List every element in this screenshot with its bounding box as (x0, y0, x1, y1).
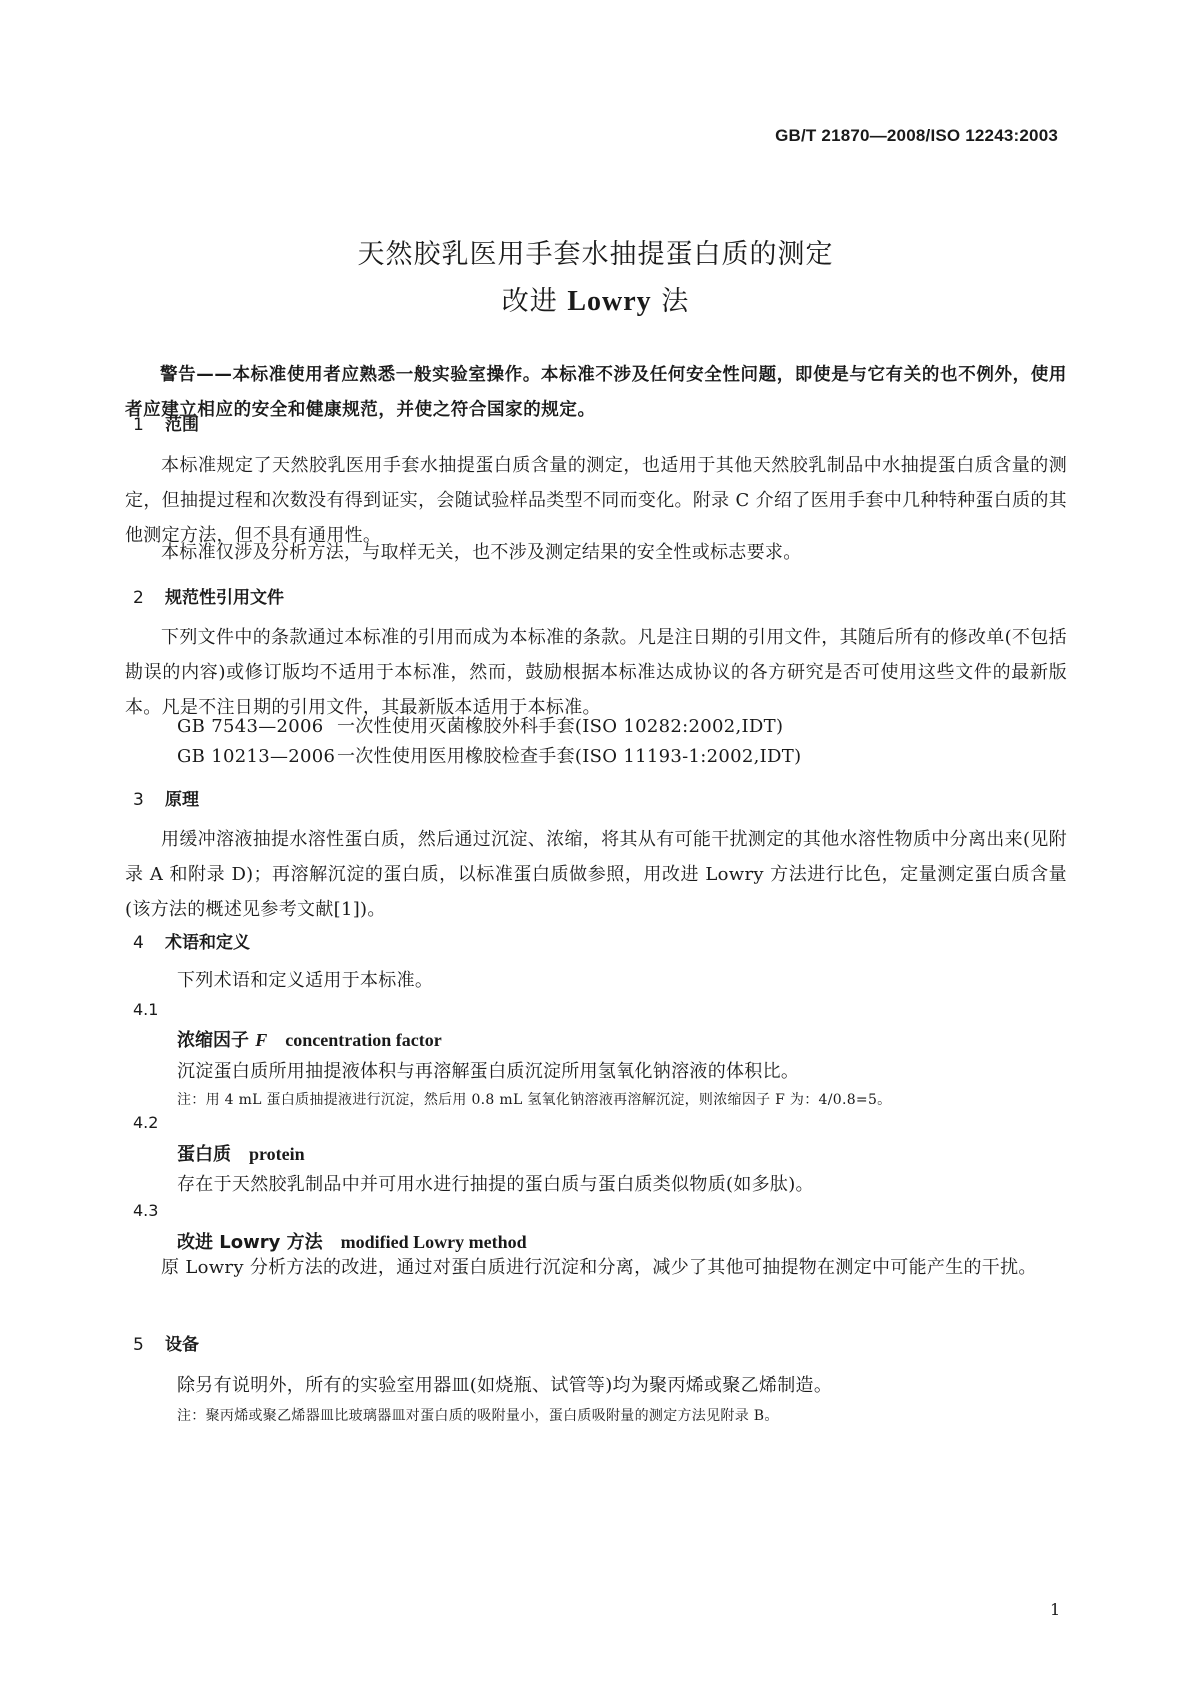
reference-title: 一次性使用灭菌橡胶外科手套(ISO 10282:2002,IDT) (337, 716, 784, 737)
section-4-intro: 下列术语和定义适用于本标准。 (177, 970, 434, 991)
term-symbol: F (255, 1030, 268, 1050)
warning-paragraph: 警告——本标准使用者应熟悉一般实验室操作。本标准不涉及任何安全性问题，即使是与它有关的也不例外，使用者应建立相应的安全和健康规范，并使之符合国家的规定。 (125, 365, 1067, 420)
term-number: 4.2 (133, 1113, 159, 1132)
term-number: 4.3 (133, 1201, 159, 1220)
reference-item (177, 712, 783, 738)
reference-code: GB 10213—2006 (177, 746, 336, 767)
document-subtitle (0, 279, 1191, 318)
term-en: protein (249, 1144, 305, 1164)
section-number: 5 (133, 1335, 144, 1355)
section-2-paragraph-1: 下列文件中的条款通过本标准的引用而成为本标准的条款。凡是注日期的引用文件，其随后所有的修改单(不包括勘误的内容)或修订版均不适用于本标准，然而，鼓励根据本标准达成协议的各方研究是否可使用这些文件的最新版本。凡是不注日期的引用文件，其最新版本适用于本标准。 (125, 627, 1067, 718)
term-heading (177, 1140, 305, 1166)
section-title: 范围 (165, 415, 199, 435)
term-cn: 改进 Lowry 方法 (177, 1232, 323, 1253)
section-title: 规范性引用文件 (165, 588, 284, 608)
section-5-paragraph-1: 除另有说明外，所有的实验室用器皿(如烧瓶、试管等)均为聚丙烯或聚乙烯制造。 (177, 1375, 833, 1396)
section-5-note: 注：聚丙烯或聚乙烯器皿比玻璃器皿对蛋白质的吸附量小，蛋白质吸附量的测定方法见附录 B。 (177, 1408, 779, 1424)
section-1-heading (133, 410, 199, 435)
section-title: 设备 (165, 1335, 199, 1355)
subtitle-latin: Lowry (567, 286, 652, 317)
term-heading (177, 1026, 442, 1052)
section-1-paragraph-1: 本标准规定了天然胶乳医用手套水抽提蛋白质含量的测定，也适用于其他天然胶乳制品中水抽提蛋白质含量的测定，但抽提过程和次数没有得到证实，会随试验样品类型不同而变化。附录 C 介绍了医用手套中几种特种蛋白质的其他测定方法，但不具有通用性。 (125, 455, 1067, 546)
page-number: 1 (1050, 1600, 1061, 1619)
subtitle-cn: 改进 (501, 286, 568, 317)
reference-code: GB 7543—2006 (177, 716, 324, 737)
term-definition: 沉淀蛋白质所用抽提液体积与再溶解蛋白质沉淀所用氢氧化钠溶液的体积比。 (177, 1061, 800, 1082)
section-4-heading (133, 928, 250, 953)
term-number: 4.1 (133, 1000, 159, 1019)
term-note: 注：用 4 mL 蛋白质抽提液进行沉淀，然后用 0.8 mL 氢氧化钠溶液再溶解沉淀，则浓缩因子 F 为：4/0.8=5。 (177, 1092, 892, 1108)
term-cn: 蛋白质 (177, 1144, 231, 1165)
section-number: 2 (133, 588, 144, 608)
term-en: modified Lowry method (340, 1232, 527, 1252)
term-definition: 存在于天然胶乳制品中并可用水进行抽提的蛋白质与蛋白质类似物质(如多肽)。 (177, 1174, 814, 1195)
section-title: 术语和定义 (165, 933, 250, 953)
term-cn: 浓缩因子 (177, 1030, 256, 1051)
reference-item (177, 742, 801, 768)
section-number: 1 (133, 415, 144, 435)
section-number: 3 (133, 790, 144, 810)
section-number: 4 (133, 933, 144, 953)
term-en: concentration factor (285, 1030, 442, 1050)
standard-code: GB/T 21870—2008/ISO 12243:2003 (775, 126, 1058, 145)
subtitle-tail: 法 (651, 286, 690, 317)
section-3-heading (133, 785, 199, 810)
section-5-heading (133, 1330, 199, 1355)
section-2-heading (133, 583, 284, 608)
reference-title: 一次性使用医用橡胶检查手套(ISO 11193-1:2002,IDT) (337, 746, 802, 767)
section-3-paragraph-1: 用缓冲溶液抽提水溶性蛋白质，然后通过沉淀、浓缩，将其从有可能干扰测定的其他水溶性物质中分离出来(见附录 A 和附录 D)；再溶解沉淀的蛋白质，以标准蛋白质做参照，用改进 Lowry 方法进行比色，定量测定蛋白质含量(该方法的概述见参考文献[1])。 (125, 829, 1067, 920)
section-1-paragraph-2: 本标准仅涉及分析方法，与取样无关，也不涉及测定结果的安全性或标志要求。 (161, 542, 802, 563)
document-title: 天然胶乳医用手套水抽提蛋白质的测定 (357, 239, 834, 270)
section-title: 原理 (165, 790, 199, 810)
term-definition: 原 Lowry 分析方法的改进，通过对蛋白质进行沉淀和分离，减少了其他可抽提物在测定中可能产生的干扰。 (161, 1257, 1037, 1278)
